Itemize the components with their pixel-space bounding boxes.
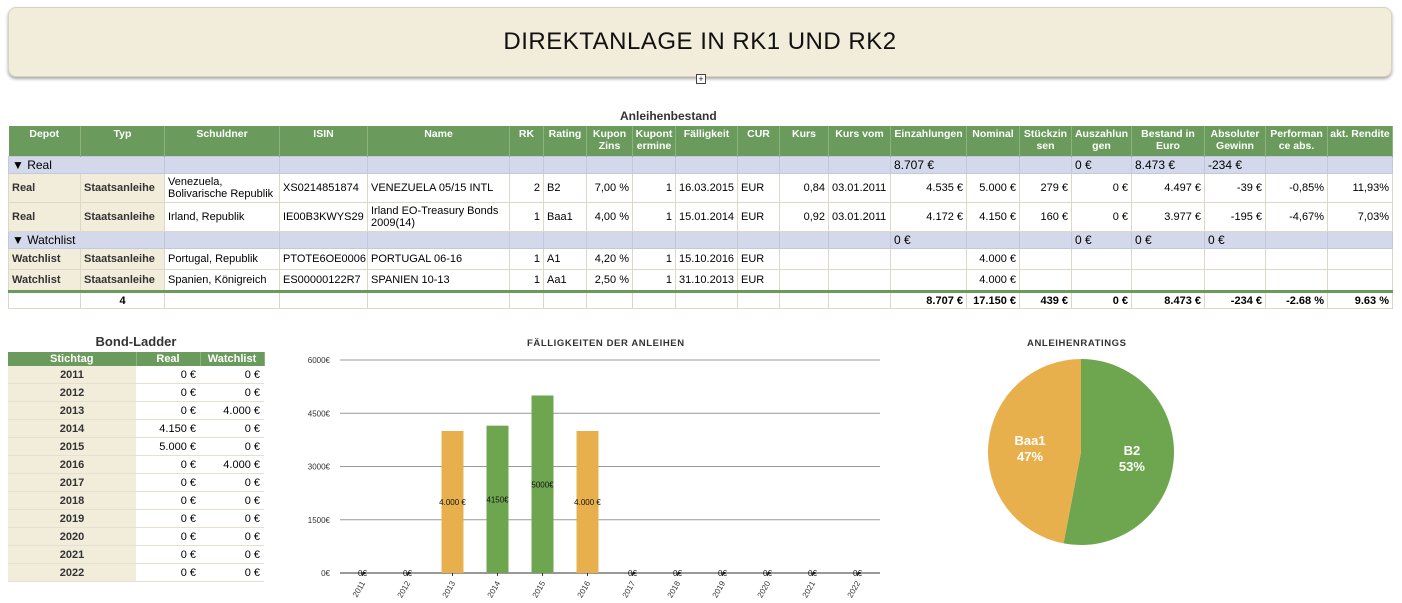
- group-row-watchlist[interactable]: [9, 232, 1393, 249]
- pie-slice-label: B2: [1123, 442, 1141, 458]
- cell-gewinn[interactable]: [1205, 270, 1266, 292]
- page-title: DIREKTANLAGE IN RK1 UND RK2: [503, 28, 897, 55]
- cell-faellig[interactable]: 31.10.2013: [676, 270, 738, 292]
- cell-bestand[interactable]: [1132, 249, 1205, 270]
- ladder-year[interactable]: 2012: [8, 384, 136, 402]
- cell-typ[interactable]: Staatsanleihe: [81, 203, 165, 232]
- x-tick-label: 2021: [800, 579, 818, 600]
- cell-rendite[interactable]: [1328, 249, 1393, 270]
- ladder-row[interactable]: [8, 438, 264, 456]
- cell-cur[interactable]: EUR: [738, 249, 780, 270]
- column-header[interactable]: CUR: [738, 126, 780, 157]
- column-header[interactable]: Typ: [81, 126, 165, 157]
- cell-rk[interactable]: 1: [510, 203, 544, 232]
- cell-depot[interactable]: Real: [9, 174, 81, 203]
- ladder-row[interactable]: [8, 456, 264, 474]
- bar-data-label: 0€: [808, 569, 817, 578]
- cell-faellig[interactable]: 15.10.2016: [676, 249, 738, 270]
- column-header[interactable]: Kupon Zins: [587, 126, 633, 157]
- cell-kurs[interactable]: [780, 270, 829, 292]
- cell-cur[interactable]: EUR: [738, 270, 780, 292]
- cell-typ[interactable]: Staatsanleihe: [81, 270, 165, 292]
- ladder-row[interactable]: [8, 420, 264, 438]
- ladder-row[interactable]: [8, 366, 264, 384]
- rating-pie-chart: [975, 352, 1175, 552]
- bar-chart-title: FÄLLIGKEITEN DER ANLEIHEN: [527, 338, 685, 349]
- group-label[interactable]: ▼ Watchlist: [9, 232, 165, 249]
- cell-schuldner[interactable]: Venezuela, Bolivarische Republik: [165, 174, 280, 203]
- cell-perf[interactable]: [1266, 270, 1328, 292]
- ladder-watchlist[interactable]: 0 €: [200, 510, 264, 528]
- cell-rk[interactable]: 1: [510, 249, 544, 270]
- cell-depot[interactable]: Real: [9, 203, 81, 232]
- cell-depot[interactable]: Watchlist: [9, 270, 81, 292]
- cell-kursvom[interactable]: 03.01.2011: [829, 174, 891, 203]
- cell-kursvom[interactable]: [829, 249, 891, 270]
- cell-kurs[interactable]: 0,92: [780, 203, 829, 232]
- bar-data-label: 0€: [358, 569, 367, 578]
- cell-rating[interactable]: A1: [544, 249, 587, 270]
- total-rendite: 9.63 %: [1328, 292, 1393, 309]
- group-gewinn: 0 €: [1205, 232, 1266, 249]
- bar-data-label: 0€: [763, 569, 772, 578]
- cell-termine[interactable]: 1: [633, 270, 676, 292]
- ladder-year[interactable]: 2015: [8, 438, 136, 456]
- ladder-year[interactable]: 2022: [8, 564, 136, 582]
- cell-schuldner[interactable]: Irland, Republik: [165, 203, 280, 232]
- column-header[interactable]: Performan ce abs.: [1266, 126, 1328, 157]
- group-bestand: 0 €: [1132, 232, 1205, 249]
- ladder-real[interactable]: 5.000 €: [136, 438, 200, 456]
- cell-kurs[interactable]: 0,84: [780, 174, 829, 203]
- cell-stueck[interactable]: [1020, 270, 1072, 292]
- y-tick-label: 4500€: [307, 409, 330, 419]
- cell-kupon[interactable]: 4,00 %: [587, 203, 633, 232]
- cell-kupon[interactable]: 4,20 %: [587, 249, 633, 270]
- cell-kupon[interactable]: 2,50 %: [587, 270, 633, 292]
- cell-rendite[interactable]: 11,93%: [1328, 174, 1393, 203]
- column-header[interactable]: Fälligkeit: [676, 126, 738, 157]
- bond-ladder-table: [8, 352, 265, 582]
- cell-nominal[interactable]: 5.000 €: [967, 174, 1020, 203]
- group-auszahlungen: 0 €: [1072, 157, 1132, 174]
- x-tick-label: 2012: [395, 579, 413, 600]
- column-header[interactable]: Name: [368, 126, 510, 157]
- ladder-year[interactable]: 2019: [8, 510, 136, 528]
- ladder-real[interactable]: 0 €: [136, 492, 200, 510]
- group-auszahlungen: 0 €: [1072, 232, 1132, 249]
- cell-nominal[interactable]: 4.000 €: [967, 270, 1020, 292]
- cell-ausz[interactable]: 0 €: [1072, 203, 1132, 232]
- ladder-real[interactable]: 4.150 €: [136, 420, 200, 438]
- column-header[interactable]: Einzahlungen: [891, 126, 967, 157]
- cell-ausz[interactable]: [1072, 249, 1132, 270]
- total-row: [9, 292, 1393, 309]
- bar-data-label: 4150€: [486, 495, 509, 505]
- cell-ausz[interactable]: 0 €: [1072, 174, 1132, 203]
- cell-rendite[interactable]: [1328, 270, 1393, 292]
- cell-perf[interactable]: -4,67%: [1266, 203, 1328, 232]
- group-row-real[interactable]: [9, 157, 1393, 174]
- column-header[interactable]: Depot: [9, 126, 81, 157]
- cell-rating[interactable]: Baa1: [544, 203, 587, 232]
- ladder-column-header[interactable]: Real: [136, 352, 200, 366]
- cell-typ[interactable]: Staatsanleihe: [81, 174, 165, 203]
- column-header[interactable]: Rating: [544, 126, 587, 157]
- page-banner: [8, 7, 1392, 77]
- cell-termine[interactable]: 1: [633, 203, 676, 232]
- ladder-title: Bond-Ladder: [95, 334, 177, 349]
- cell-gewinn[interactable]: [1205, 249, 1266, 270]
- cell-stueck[interactable]: 160 €: [1020, 203, 1072, 232]
- cell-isin[interactable]: ES00000122R7: [280, 270, 368, 292]
- ladder-real[interactable]: 0 €: [136, 528, 200, 546]
- bestand-table: [8, 126, 1393, 309]
- bar-data-label: 0€: [853, 569, 862, 578]
- ladder-real[interactable]: 0 €: [136, 402, 200, 420]
- x-tick-label: 2020: [755, 579, 773, 600]
- ladder-real[interactable]: 0 €: [136, 564, 200, 582]
- group-einzahlungen: 0 €: [891, 232, 967, 249]
- y-tick-label: 1500€: [307, 515, 330, 525]
- column-header[interactable]: Kupont ermine: [633, 126, 676, 157]
- ladder-watchlist[interactable]: 0 €: [200, 366, 264, 384]
- ladder-watchlist[interactable]: 4.000 €: [200, 456, 264, 474]
- pie-chart-title: ANLEIHENRATINGS: [1027, 338, 1127, 349]
- total-nominal: 17.150 €: [967, 292, 1020, 309]
- cell-kursvom[interactable]: 03.01.2011: [829, 203, 891, 232]
- ladder-watchlist[interactable]: 0 €: [200, 564, 264, 582]
- cell-kursvom[interactable]: [829, 270, 891, 292]
- ladder-watchlist[interactable]: 0 €: [200, 492, 264, 510]
- ladder-year[interactable]: 2017: [8, 474, 136, 492]
- column-header[interactable]: Schuldner: [165, 126, 280, 157]
- cell-perf[interactable]: -0,85%: [1266, 174, 1328, 203]
- column-header[interactable]: Nominal: [967, 126, 1020, 157]
- x-tick-label: 2019: [710, 579, 728, 600]
- ladder-watchlist[interactable]: 0 €: [200, 384, 264, 402]
- ladder-watchlist[interactable]: 4.000 €: [200, 402, 264, 420]
- ladder-year[interactable]: 2018: [8, 492, 136, 510]
- ladder-row[interactable]: [8, 474, 264, 492]
- x-tick-label: 2018: [665, 579, 683, 600]
- cell-stueck[interactable]: [1020, 249, 1072, 270]
- x-tick-label: 2015: [530, 579, 548, 600]
- ladder-year[interactable]: 2013: [8, 402, 136, 420]
- bar-data-label: 0€: [403, 569, 412, 578]
- x-tick-label: 2022: [845, 579, 863, 600]
- cell-isin[interactable]: XS0214851874: [280, 174, 368, 203]
- column-header[interactable]: RK: [510, 126, 544, 157]
- cell-rating[interactable]: Aa1: [544, 270, 587, 292]
- table-row[interactable]: [9, 249, 1393, 270]
- column-header[interactable]: Kurs: [780, 126, 829, 157]
- table-row[interactable]: [9, 203, 1393, 232]
- cell-termine[interactable]: 1: [633, 174, 676, 203]
- cell-cur[interactable]: EUR: [738, 174, 780, 203]
- cell-typ[interactable]: Staatsanleihe: [81, 249, 165, 270]
- ladder-real[interactable]: 0 €: [136, 546, 200, 564]
- ladder-column-header[interactable]: Watchlist: [200, 352, 264, 366]
- ladder-row[interactable]: [8, 564, 264, 582]
- x-tick-label: 2016: [575, 579, 593, 600]
- total-auszahlungen: 0 €: [1072, 292, 1132, 309]
- bar-data-label: 5000€: [531, 480, 554, 490]
- ladder-row[interactable]: [8, 384, 264, 402]
- ladder-watchlist[interactable]: 0 €: [200, 420, 264, 438]
- cell-name[interactable]: PORTUGAL 06-16: [368, 249, 510, 270]
- x-tick-label: 2014: [485, 579, 503, 600]
- column-header[interactable]: Stückzin sen: [1020, 126, 1072, 157]
- ladder-real[interactable]: 0 €: [136, 510, 200, 528]
- bar-data-label: 0€: [628, 569, 637, 578]
- cell-einz[interactable]: 4.535 €: [891, 174, 967, 203]
- ladder-watchlist[interactable]: 0 €: [200, 546, 264, 564]
- ladder-year[interactable]: 2020: [8, 528, 136, 546]
- ladder-watchlist[interactable]: 0 €: [200, 528, 264, 546]
- cell-rk[interactable]: 2: [510, 174, 544, 203]
- pie-slice-percent: 53%: [1118, 458, 1145, 474]
- cell-name[interactable]: SPANIEN 10-13: [368, 270, 510, 292]
- ladder-real[interactable]: 0 €: [136, 456, 200, 474]
- ladder-real[interactable]: 0 €: [136, 384, 200, 402]
- cell-nominal[interactable]: 4.000 €: [967, 249, 1020, 270]
- x-tick-label: 2017: [620, 579, 638, 600]
- ladder-column-header[interactable]: Stichtag: [8, 352, 136, 366]
- cell-rating[interactable]: B2: [544, 174, 587, 203]
- cell-isin[interactable]: IE00B3KWYS29: [280, 203, 368, 232]
- ladder-year[interactable]: 2014: [8, 420, 136, 438]
- total-performance: -2.68 %: [1266, 292, 1328, 309]
- column-header[interactable]: Kurs vom: [829, 126, 891, 157]
- cell-cur[interactable]: EUR: [738, 203, 780, 232]
- cell-faellig[interactable]: 15.01.2014: [676, 203, 738, 232]
- ladder-year[interactable]: 2021: [8, 546, 136, 564]
- cell-rendite[interactable]: 7,03%: [1328, 203, 1393, 232]
- cell-perf[interactable]: [1266, 249, 1328, 270]
- cell-einz[interactable]: [891, 249, 967, 270]
- cell-ausz[interactable]: [1072, 270, 1132, 292]
- cell-einz[interactable]: 4.172 €: [891, 203, 967, 232]
- x-tick-label: 2011: [350, 579, 368, 599]
- cell-bestand[interactable]: 3.977 €: [1132, 203, 1205, 232]
- ladder-year[interactable]: 2016: [8, 456, 136, 474]
- cell-isin[interactable]: PTOTE6OE0006: [280, 249, 368, 270]
- cell-gewinn[interactable]: -39 €: [1205, 174, 1266, 203]
- total-stueckzinsen: 439 €: [1020, 292, 1072, 309]
- ladder-watchlist[interactable]: 0 €: [200, 474, 264, 492]
- cell-kurs[interactable]: [780, 249, 829, 270]
- cell-gewinn[interactable]: -195 €: [1205, 203, 1266, 232]
- cell-schuldner[interactable]: Spanien, Königreich: [165, 270, 280, 292]
- group-label[interactable]: ▼ Real: [9, 157, 165, 174]
- cell-name[interactable]: VENEZUELA 05/15 INTL: [368, 174, 510, 203]
- ladder-real[interactable]: 0 €: [136, 366, 200, 384]
- bestand-title: Anleihenbestand: [620, 109, 717, 123]
- cell-einz[interactable]: [891, 270, 967, 292]
- group-einzahlungen: 8.707 €: [891, 157, 967, 174]
- bar-data-label: 0€: [673, 569, 682, 578]
- column-header[interactable]: akt. Rendite: [1328, 126, 1393, 157]
- column-header[interactable]: Auszahlun gen: [1072, 126, 1132, 157]
- cell-schuldner[interactable]: Portugal, Republik: [165, 249, 280, 270]
- table-row[interactable]: [9, 270, 1393, 292]
- ladder-watchlist[interactable]: 0 €: [200, 438, 264, 456]
- ladder-row[interactable]: [8, 528, 264, 546]
- y-tick-label: 6000€: [307, 356, 330, 365]
- group-bestand: 8.473 €: [1132, 157, 1205, 174]
- cell-bestand[interactable]: [1132, 270, 1205, 292]
- ladder-row[interactable]: [8, 492, 264, 510]
- column-header[interactable]: ISIN: [280, 126, 368, 157]
- resize-handle-icon[interactable]: +: [696, 74, 706, 84]
- cell-nominal[interactable]: 4.150 €: [967, 203, 1020, 232]
- group-gewinn: -234 €: [1205, 157, 1266, 174]
- maturity-bar-chart: [300, 350, 890, 600]
- table-row[interactable]: [9, 174, 1393, 203]
- cell-bestand[interactable]: 4.497 €: [1132, 174, 1205, 203]
- total-einzahlungen: 8.707 €: [891, 292, 967, 309]
- cell-kupon[interactable]: 7,00 %: [587, 174, 633, 203]
- ladder-row[interactable]: [8, 510, 264, 528]
- ladder-real[interactable]: 0 €: [136, 474, 200, 492]
- column-header[interactable]: Bestand in Euro: [1132, 126, 1205, 157]
- pie-slice-percent: 47%: [1017, 449, 1044, 465]
- pie-slice-label: Baa1: [1014, 433, 1046, 449]
- total-count: 4: [81, 292, 165, 309]
- cell-name[interactable]: Irland EO-Treasury Bonds 2009(14): [368, 203, 510, 232]
- y-tick-label: 0€: [321, 569, 330, 578]
- y-tick-label: 3000€: [307, 462, 330, 472]
- ladder-row[interactable]: [8, 546, 264, 564]
- bar-data-label: 4.000 €: [574, 498, 601, 507]
- ladder-row[interactable]: [8, 402, 264, 420]
- cell-termine[interactable]: 1: [633, 249, 676, 270]
- total-gewinn: -234 €: [1205, 292, 1266, 309]
- ladder-year[interactable]: 2011: [8, 366, 136, 384]
- cell-faellig[interactable]: 16.03.2015: [676, 174, 738, 203]
- cell-rk[interactable]: 1: [510, 270, 544, 292]
- cell-stueck[interactable]: 279 €: [1020, 174, 1072, 203]
- cell-depot[interactable]: Watchlist: [9, 249, 81, 270]
- x-tick-label: 2013: [440, 579, 458, 600]
- column-header[interactable]: Absoluter Gewinn: [1205, 126, 1266, 157]
- total-bestand: 8.473 €: [1132, 292, 1205, 309]
- bar-data-label: 0€: [718, 569, 727, 578]
- bar-data-label: 4.000 €: [439, 498, 466, 507]
